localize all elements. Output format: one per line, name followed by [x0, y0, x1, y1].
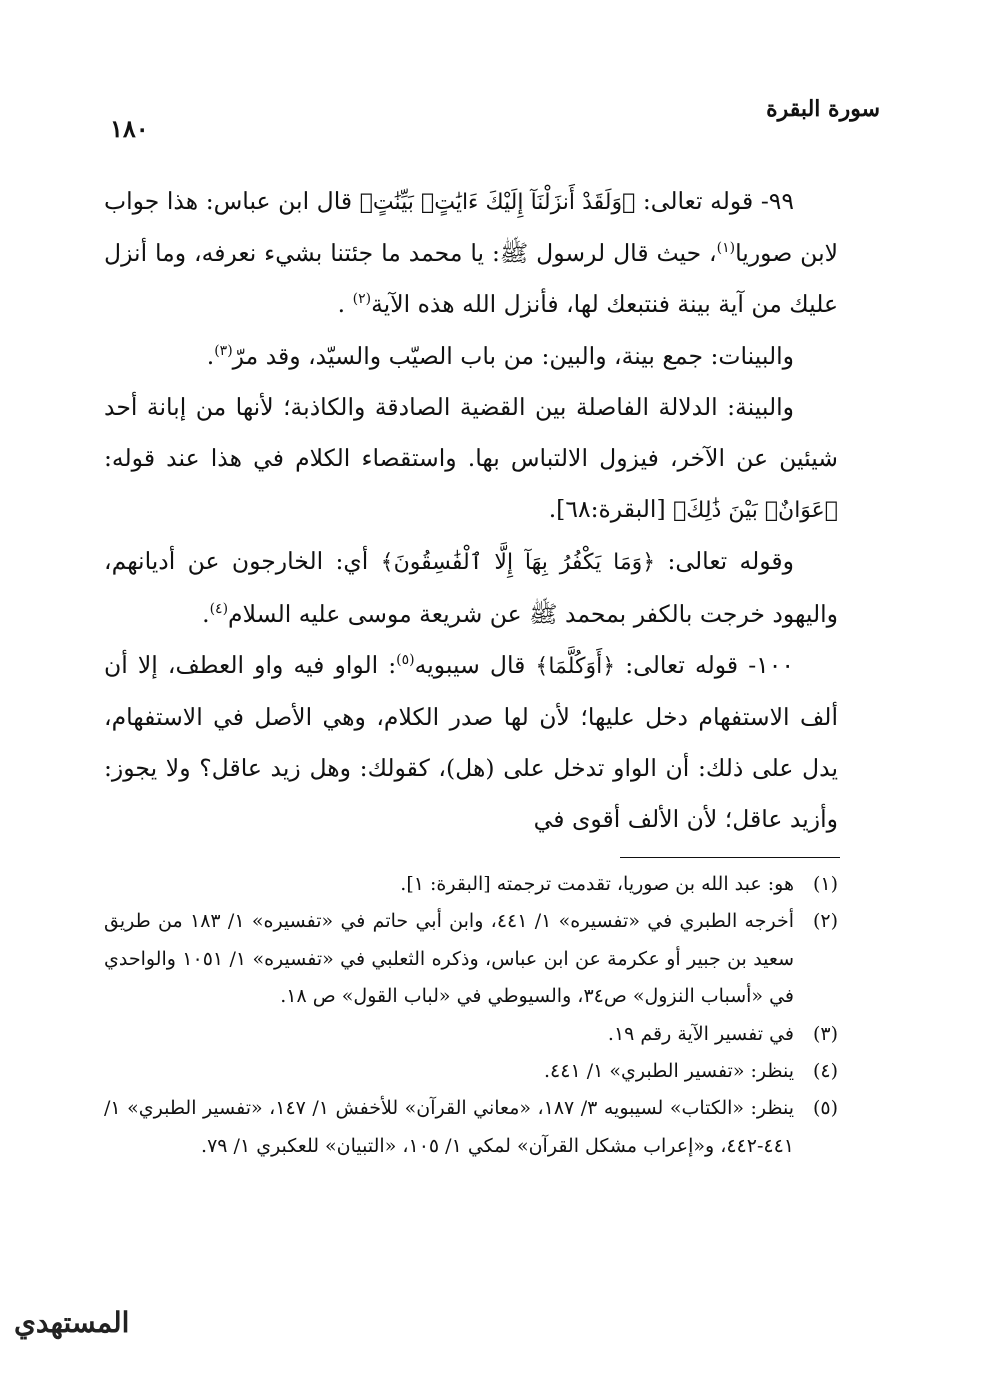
- footnote-divider: [620, 857, 840, 858]
- footnote-text: أخرجه الطبري في «تفسيره» ١/ ٤٤١، وابن أبي حاتم في «تفسيره» ١/ ١٨٣ من طريق سعيد بن جبير أو عكرمة عن ابن عباس، وذكره الثعلبي في «تفسيره» ١/ ١٠٥١ والواحدي في «أسباب النزول» ص٣٤، والسيوطي في «لباب القول» ص ١٨.: [104, 910, 794, 1008]
- paragraph-100: ١٠٠- قوله تعالى: ﴿أَوَكُلَّمَا﴾ قال سيبويه$^{(٥)}$: الواو فيه واو العطف، إلا أن ألف الاستفهام دخل عليها؛ لأن لها صدر الكلام، وهي الأصل في الاستفهام، يدل على ذلك: أن الواو تدخل على (هل)، كقولك: وهل زيد عاقل؟ ولا يجوز: وأزيد عاقل؛ لأن الألف أقوى في: [104, 650, 838, 834]
- footnote-item: [104, 1090, 838, 1165]
- footnote-ref-5[interactable]: (٥): [396, 652, 415, 668]
- quran-verse: ﴿أَوَكُلَّمَا﴾: [535, 653, 616, 679]
- footnote-ref-2[interactable]: (٢): [352, 291, 372, 308]
- paragraph-fasiqun: وقوله تعالى: ﴿وَمَا يَكْفُرُ بِهَآ إِلَّا ٱلْفَٰسِقُونَ﴾ أي: الخارجون عن أديانهم، واليهود خرجت بالكفر بمحمد ﷺ عن شريعة موسى عليه السلام$^{(٤)}$.: [104, 547, 838, 628]
- quran-verse: ﴿عَوَانٌۢ بَيْنَ ذَٰلِكَ﴾: [673, 498, 838, 524]
- main-text: [104, 176, 838, 846]
- footnote-ref-1[interactable]: (١): [716, 240, 736, 257]
- paragraph-bayyinat: والبينات: جمع بينة، والبين: من باب الصيّب والسيّد، وقد مرّ$^{(٣)}$.: [206, 341, 794, 370]
- surah-name: سورة البقرة: [766, 96, 880, 122]
- footnote-item: [104, 903, 838, 1015]
- paragraph-99: ٩٩- قوله تعالى: ﴿وَلَقَدْ أَنزَلْنَآ إِلَيْكَ ءَايَٰتٍۭ بَيِّنَٰتٍ﴾ قال ابن عباس: هذا جواب لابن صوريا$^{(١)}$، حيث قال لرسول ﷺ: يا محمد ما جئتنا بشيء نعرفه، وما أنزل عليك من آية بينة فنتبعك لها، فأنزل الله هذه الآية$^{(٢)}$ .: [104, 187, 839, 319]
- footnote-text: ينظر: «تفسير الطبري» ١/ ٤٤١.: [543, 1060, 794, 1083]
- footnote-text: هو: عبد الله بن صوريا، تقدمت ترجمته [البقرة: ١].: [400, 873, 794, 895]
- footnote-item: [104, 1016, 838, 1053]
- footnote-number: (١): [812, 873, 838, 895]
- footnotes: [104, 866, 838, 1165]
- quran-verse: ﴿وَلَقَدْ أَنزَلْنَآ إِلَيْكَ ءَايَٰتٍۭ بَيِّنَٰتٍ﴾: [359, 190, 636, 215]
- page-number: ١٨٠: [110, 114, 149, 143]
- footnote-text: في تفسير الآية رقم ١٩.: [607, 1022, 794, 1045]
- paragraph-bayyina: والبينة: الدلالة الفاصلة بين القضية الصادقة والكاذبة؛ لأنها من إبانة أحد شيئين عن الآخر، فيزول الالتباس بها. واستقصاء الكلام في هذا عند قوله: ﴿عَوَانٌۢ بَيْنَ ذَٰلِكَ﴾ [البقرة:٦٨].: [104, 392, 838, 524]
- footnote-ref-4[interactable]: (٤): [209, 600, 229, 617]
- quran-verse: ﴿وَمَا يَكْفُرُ بِهَآ إِلَّا ٱلْفَٰسِقُونَ﴾: [380, 550, 656, 576]
- footnote-number: (٣): [812, 1022, 838, 1045]
- footnote-number: (٢): [812, 910, 838, 933]
- page-header: [110, 96, 880, 146]
- footnote-text: ينظر: «الكتاب» لسيبويه ٣/ ١٨٧، «معاني القرآن» للأخفش ١/ ١٤٧، «تفسير الطبري» ١/ ٤٤١-٤٤٢، و«إعراب مشكل القرآن» لمكي ١/ ١٠٥، «التبيان» للعكبري ١/ ٧٩.: [104, 1097, 795, 1157]
- footnote-ref-3[interactable]: (٣): [214, 342, 233, 359]
- footnote-item: [104, 1053, 838, 1090]
- footnote-number: (٤): [812, 1060, 838, 1083]
- watermark-logo: المستهدي: [14, 1306, 130, 1339]
- footnote-item: [104, 866, 838, 903]
- footnote-number: (٥): [812, 1097, 838, 1120]
